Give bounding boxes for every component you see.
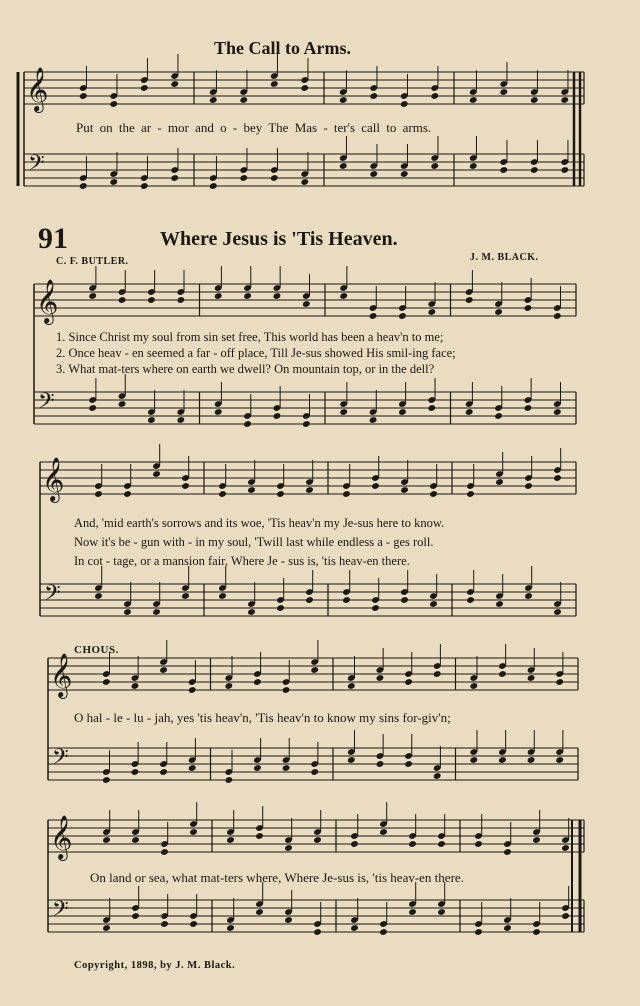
note-head: [427, 404, 436, 412]
note-head: [170, 80, 179, 88]
note-head: [430, 92, 439, 100]
note-head: [79, 92, 88, 100]
note-head: [369, 170, 378, 178]
note-head: [498, 756, 507, 764]
note-head: [532, 836, 541, 844]
note-head: [224, 776, 233, 784]
note-head: [270, 174, 279, 182]
note-head: [94, 592, 103, 600]
note-head: [379, 928, 388, 936]
note-head: [152, 608, 161, 616]
note-head: [273, 292, 282, 300]
note-head: [253, 678, 262, 686]
note-head: [408, 908, 417, 916]
note-head: [123, 608, 132, 616]
note-head: [339, 96, 348, 104]
note-head: [524, 482, 533, 490]
note-head: [530, 166, 539, 174]
note-head: [131, 682, 140, 690]
note-head: [429, 600, 438, 608]
note-head: [270, 80, 279, 88]
note-head: [429, 490, 438, 498]
verse-2-line-2: Now it's be - gun with - in my soul, 'Twill last while endless a - ges roll.: [74, 535, 434, 549]
treble-clef: 𝄞: [36, 279, 59, 323]
note-head: [131, 768, 140, 776]
note-head: [109, 100, 118, 108]
note-head: [404, 760, 413, 768]
verse-1-line-1: 1. Since Christ my soul from sin set free, This world has been a heav'n to me;: [56, 330, 444, 344]
note-head: [159, 768, 168, 776]
note-head: [400, 596, 409, 604]
note-head: [88, 292, 97, 300]
note-head: [469, 756, 478, 764]
hymn-number: 91: [38, 222, 68, 255]
note-head: [369, 92, 378, 100]
bass-clef: 𝄢: [28, 151, 45, 181]
verse-3-line-1: 3. What mat-ters where on earth we dwell? On mountain top, or in the dell?: [56, 362, 435, 376]
bass-clef: 𝄢: [44, 581, 61, 611]
note-head: [495, 478, 504, 486]
note-head: [494, 308, 503, 316]
verse-2-line-1: 2. Once heav - en seemed a far - off place, Till Je-sus showed His smil-ing face;: [56, 346, 456, 360]
note-head: [350, 840, 359, 848]
note-head: [532, 928, 541, 936]
note-head: [305, 596, 314, 604]
note-head: [218, 490, 227, 498]
note-head: [88, 404, 97, 412]
note-head: [371, 482, 380, 490]
note-head: [214, 408, 223, 416]
note-head: [313, 928, 322, 936]
note-head: [170, 174, 179, 182]
note-head: [339, 408, 348, 416]
note-head: [465, 408, 474, 416]
note-head: [469, 162, 478, 170]
note-head: [469, 682, 478, 690]
note-head: [469, 96, 478, 104]
note-head: [339, 292, 348, 300]
bass-clef: 𝄢: [52, 897, 69, 927]
note-head: [313, 836, 322, 844]
note-head: [159, 666, 168, 674]
note-head: [530, 96, 539, 104]
note-head: [499, 166, 508, 174]
note-head: [247, 608, 256, 616]
note-head: [347, 682, 356, 690]
treble-clef: 𝄞: [26, 67, 49, 111]
note-head: [140, 84, 149, 92]
note-head: [131, 912, 140, 920]
note-head: [123, 490, 132, 498]
note-head: [118, 400, 127, 408]
note-head: [524, 304, 533, 312]
note-head: [555, 678, 564, 686]
hymn-composer: J. M. BLACK.: [470, 252, 539, 263]
note-head: [102, 836, 111, 844]
note-head: [376, 760, 385, 768]
note-head: [239, 96, 248, 104]
note-head: [243, 292, 252, 300]
note-head: [339, 162, 348, 170]
note-head: [560, 96, 569, 104]
note-head: [209, 182, 218, 190]
note-head: [400, 100, 409, 108]
staff: [34, 284, 576, 316]
note-head: [276, 490, 285, 498]
hymn-author: C. F. BUTLER.: [56, 256, 129, 267]
note-head: [282, 764, 291, 772]
note-head: [494, 412, 503, 420]
note-head: [427, 308, 436, 316]
note-head: [466, 596, 475, 604]
note-head: [226, 924, 235, 932]
chorus-line-2: On land or sea, what mat-ters where, Where Je-sus is, 'tis heav-en there.: [90, 870, 464, 885]
note-head: [214, 292, 223, 300]
note-head: [553, 408, 562, 416]
note-head: [209, 96, 218, 104]
note-head: [398, 408, 407, 416]
note-head: [495, 600, 504, 608]
note-head: [302, 300, 311, 308]
note-head: [474, 928, 483, 936]
note-head: [465, 296, 474, 304]
prev-hymn-lyric: Put on the ar - mor and o - bey The Mas - ter's call to arms.: [76, 120, 432, 135]
note-head: [437, 908, 446, 916]
note-head: [160, 848, 169, 856]
note-head: [503, 924, 512, 932]
note-head: [305, 486, 314, 494]
note-head: [347, 756, 356, 764]
note-head: [498, 670, 507, 678]
note-head: [147, 416, 156, 424]
note-head: [342, 490, 351, 498]
note-head: [433, 772, 442, 780]
note-head: [253, 764, 262, 772]
note-head: [255, 832, 264, 840]
note-head: [152, 470, 161, 478]
note-head: [553, 474, 562, 482]
note-head: [561, 912, 570, 920]
copyright: Copyright, 1898, by J. M. Black.: [74, 960, 236, 971]
note-head: [300, 178, 309, 186]
note-head: [79, 182, 88, 190]
treble-clef: 𝄞: [50, 653, 73, 697]
note-head: [188, 764, 197, 772]
note-head: [350, 924, 359, 932]
note-head: [371, 604, 380, 612]
staff: [34, 392, 576, 424]
note-head: [376, 674, 385, 682]
note-head: [284, 844, 293, 852]
verse-1-line-2: And, 'mid earth's sorrows and its woe, 'Tis heav'n my Je-sus here to know.: [74, 516, 445, 530]
note-head: [553, 608, 562, 616]
note-head: [243, 420, 252, 428]
note-head: [226, 836, 235, 844]
note-head: [160, 920, 169, 928]
hymn-title: Where Jesus is 'Tis Heaven.: [160, 228, 398, 250]
note-head: [400, 486, 409, 494]
note-head: [527, 756, 536, 764]
chorus-line-1: O hal - le - lu - jah, yes 'tis heav'n, 'Tis heav'n to know my sins for-giv'n;: [74, 710, 451, 725]
note-head: [189, 828, 198, 836]
note-head: [560, 166, 569, 174]
note-head: [109, 178, 118, 186]
note-head: [400, 170, 409, 178]
note-head: [181, 482, 190, 490]
note-head: [503, 848, 512, 856]
note-head: [239, 174, 248, 182]
note-head: [188, 686, 197, 694]
note-head: [102, 678, 111, 686]
note-head: [118, 296, 127, 304]
note-head: [189, 920, 198, 928]
note-head: [300, 84, 309, 92]
note-head: [176, 416, 185, 424]
note-head: [555, 756, 564, 764]
note-head: [255, 908, 264, 916]
note-head: [404, 678, 413, 686]
note-head: [408, 840, 417, 848]
note-head: [310, 768, 319, 776]
note-head: [524, 404, 533, 412]
note-head: [437, 840, 446, 848]
note-head: [310, 666, 319, 674]
staff: [48, 820, 584, 852]
note-head: [131, 836, 140, 844]
note-head: [499, 88, 508, 96]
note-head: [433, 670, 442, 678]
bass-clef: 𝄢: [38, 389, 55, 419]
note-head: [342, 596, 351, 604]
note-head: [430, 162, 439, 170]
prev-hymn-title: The Call to Arms.: [214, 38, 351, 58]
note-head: [102, 776, 111, 784]
note-head: [282, 686, 291, 694]
note-head: [224, 682, 233, 690]
note-head: [218, 592, 227, 600]
bass-clef: 𝄢: [52, 745, 69, 775]
note-head: [102, 924, 111, 932]
verse-3-line-2: In cot - tage, or a mansion fair, Where Je - sus is, 'tis heav-en there.: [74, 554, 410, 568]
note-head: [553, 312, 562, 320]
note-head: [474, 840, 483, 848]
note-head: [276, 604, 285, 612]
note-head: [94, 490, 103, 498]
note-head: [369, 416, 378, 424]
note-head: [379, 828, 388, 836]
note-head: [247, 486, 256, 494]
chorus-label: CHOUS.: [74, 644, 119, 656]
note-head: [398, 312, 407, 320]
treble-clef: 𝄞: [42, 457, 65, 501]
note-head: [524, 592, 533, 600]
note-head: [176, 296, 185, 304]
note-head: [140, 182, 149, 190]
note-head: [147, 296, 156, 304]
note-head: [302, 420, 311, 428]
note-head: [561, 844, 570, 852]
note-head: [527, 674, 536, 682]
note-head: [284, 916, 293, 924]
treble-clef: 𝄞: [50, 815, 73, 859]
note-head: [181, 592, 190, 600]
note-head: [273, 412, 282, 420]
staff: [48, 900, 584, 932]
note-head: [369, 312, 378, 320]
note-head: [466, 490, 475, 498]
